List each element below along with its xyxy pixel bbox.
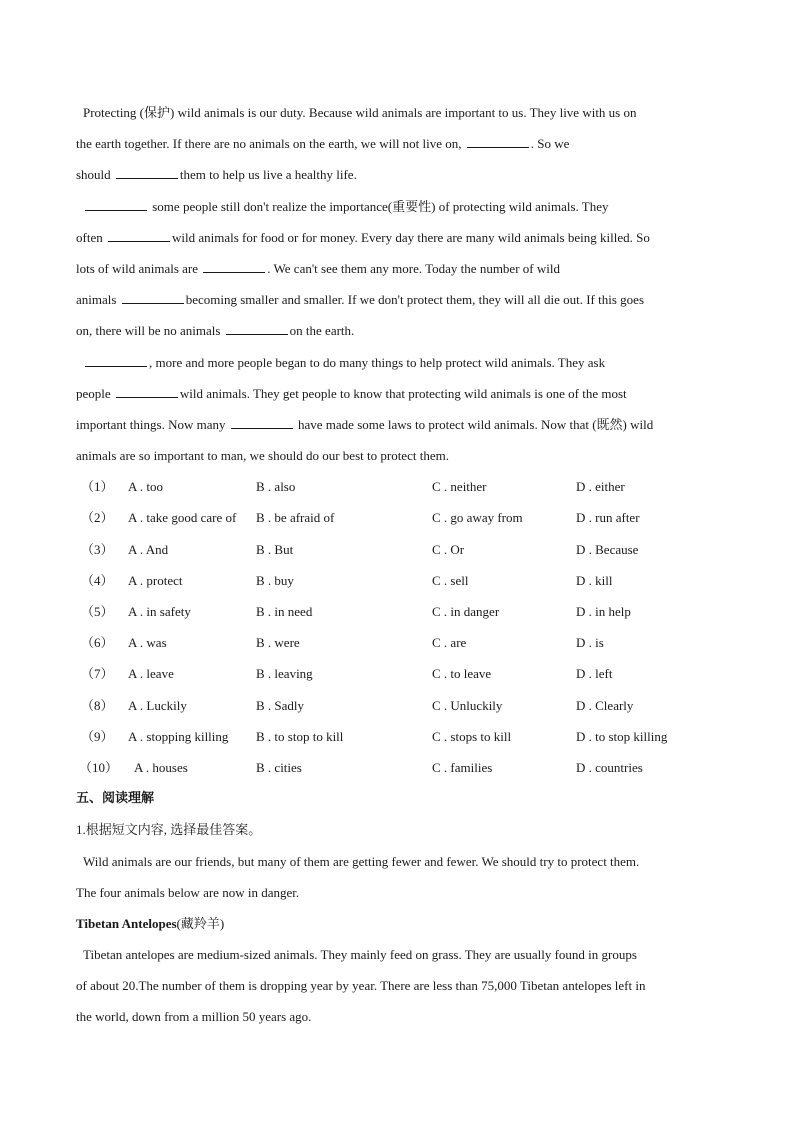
passage-line: [76, 409, 726, 440]
option-a[interactable]: A . was: [128, 635, 167, 651]
passage-text: often: [76, 229, 106, 245]
option-c[interactable]: C . are: [432, 635, 467, 651]
option-c[interactable]: C . neither: [432, 479, 487, 495]
option-c[interactable]: C . Or: [432, 541, 465, 557]
option-b[interactable]: B . were: [256, 635, 300, 651]
section-heading: 五、阅读理解: [76, 791, 155, 807]
question-number: （3）: [81, 541, 114, 557]
reading-subheading: [76, 908, 726, 939]
passage-text: wild animals for food or for money. Every day there are many wild animals being killed. So: [171, 229, 650, 245]
document-page: [76, 97, 726, 1033]
option-b[interactable]: B . cities: [256, 759, 302, 775]
passage-text: them to help us live a healthy life.: [179, 167, 357, 183]
passage-text: wild animals. They get people to know that protecting wild animals is one of the most: [179, 385, 627, 401]
option-row: [76, 721, 726, 752]
option-b[interactable]: B . Sadly: [256, 697, 305, 713]
passage-text: should: [76, 167, 114, 183]
passage-text: on, there will be no animals: [76, 323, 224, 339]
option-d[interactable]: D . left: [576, 666, 613, 682]
passage-line: [76, 128, 726, 159]
option-row: [76, 565, 726, 596]
passage-text: Protecting (保护) wild animals is our duty. Because wild animals are important to us. They live with us on: [83, 105, 637, 120]
passage-line: [76, 253, 726, 284]
option-c[interactable]: C . go away from: [432, 510, 523, 526]
option-d[interactable]: D . Because: [576, 541, 639, 557]
answer-blank[interactable]: [116, 165, 178, 179]
question-number: （9）: [81, 728, 114, 744]
reading-intro-line-2: The four animals below are now in danger.: [76, 884, 300, 900]
question-number: （4）: [81, 572, 114, 588]
option-row: [76, 502, 726, 533]
passage-text: animals are so important to man, we should do our best to protect them.: [76, 448, 449, 464]
question-number: （6）: [81, 635, 114, 651]
answer-blank[interactable]: [116, 384, 178, 398]
passage-line: [76, 284, 726, 315]
answer-blank[interactable]: [231, 415, 293, 429]
option-c[interactable]: C . stops to kill: [432, 728, 512, 744]
passage-line: [76, 378, 726, 409]
option-row: [76, 596, 726, 627]
answer-blank[interactable]: [85, 197, 147, 211]
option-a[interactable]: A . stopping killing: [128, 728, 229, 744]
passage-text: , more and more people began to do many things to help protect wild animals. They ask: [149, 354, 606, 370]
passage-line: [76, 315, 726, 346]
option-row: [76, 471, 726, 502]
reading-instruction: 1.根据短文内容, 选择最佳答案。: [76, 822, 262, 838]
option-c[interactable]: C . in danger: [432, 604, 500, 619]
option-b[interactable]: B . buy: [256, 572, 294, 588]
option-b[interactable]: B . also: [256, 479, 296, 495]
option-d[interactable]: D . countries: [576, 759, 643, 775]
option-row: [76, 534, 726, 565]
option-b[interactable]: B . leaving: [256, 666, 313, 682]
option-d[interactable]: D . in help: [576, 604, 631, 619]
option-row: [76, 658, 726, 689]
option-d[interactable]: D . run after: [576, 510, 640, 526]
passage-text: have made some laws to protect wild animals. Now that (既然) wild: [294, 416, 654, 432]
passage-line: [76, 159, 726, 190]
answer-blank[interactable]: [122, 290, 184, 304]
option-d[interactable]: D . Clearly: [576, 697, 634, 713]
option-a[interactable]: A . Luckily: [128, 697, 187, 713]
passage-line: [76, 97, 726, 128]
passage-text: on the earth.: [289, 323, 355, 339]
option-d[interactable]: D . either: [576, 479, 625, 495]
passage-text: lots of wild animals are: [76, 260, 202, 276]
option-b[interactable]: B . But: [256, 541, 294, 557]
option-c[interactable]: C . families: [432, 759, 493, 775]
passage-text: becoming smaller and smaller. If we don't protect them, they will all die out. If this goes: [185, 292, 645, 308]
subheading-english: Tibetan Antelopes: [76, 915, 177, 931]
question-number: （1）: [81, 479, 114, 495]
passage-text: people: [76, 385, 114, 401]
option-a[interactable]: A . take good care of: [128, 510, 237, 526]
passage-line: [76, 222, 726, 253]
option-b[interactable]: B . in need: [256, 604, 313, 619]
answer-blank[interactable]: [467, 134, 529, 148]
passage-text: . We can't see them any more. Today the number of wild: [267, 260, 560, 276]
option-c[interactable]: C . to leave: [432, 666, 492, 682]
passage-line: [76, 347, 726, 378]
option-c[interactable]: C . Unluckily: [432, 697, 503, 713]
passage-line: [76, 191, 726, 222]
passage-text: the earth together. If there are no animals on the earth, we will not live on,: [76, 136, 465, 152]
option-row: [76, 752, 726, 783]
passage-text: important things. Now many: [76, 416, 229, 432]
passage-text: some people still don't realize the importance(重要性) of protecting wild animals. They: [149, 198, 609, 214]
question-number: （2）: [81, 510, 114, 526]
option-d[interactable]: D . is: [576, 635, 604, 651]
option-a[interactable]: A . in safety: [128, 604, 191, 619]
passage-line: [76, 440, 726, 471]
option-c[interactable]: C . sell: [432, 572, 469, 588]
cloze-options: [76, 471, 726, 783]
option-d[interactable]: D . to stop killing: [576, 728, 668, 744]
option-row: [76, 690, 726, 721]
subheading-chinese: (藏羚羊): [176, 915, 225, 931]
option-a[interactable]: A . houses: [134, 759, 188, 775]
option-row: [76, 627, 726, 658]
option-d[interactable]: D . kill: [576, 572, 613, 588]
option-b[interactable]: B . to stop to kill: [256, 728, 344, 744]
option-a[interactable]: A . protect: [128, 572, 183, 588]
option-a[interactable]: A . too: [128, 479, 164, 495]
passage-text: animals: [76, 292, 120, 308]
passage-text: . So we: [530, 136, 570, 152]
reading-paragraph-line-3: the world, down from a million 50 years ago.: [76, 1009, 312, 1025]
option-a[interactable]: A . And: [128, 541, 169, 557]
cloze-passage: [76, 97, 726, 471]
option-a[interactable]: A . leave: [128, 666, 174, 682]
answer-blank[interactable]: [108, 228, 170, 242]
question-number: （7）: [81, 666, 114, 682]
question-number: （10）: [79, 759, 119, 775]
question-number: （8）: [81, 697, 114, 713]
answer-blank[interactable]: [226, 321, 288, 335]
answer-blank[interactable]: [203, 259, 265, 273]
option-b[interactable]: B . be afraid of: [256, 510, 335, 526]
reading-paragraph-line-2: of about 20.The number of them is dropping year by year. There are less than 75,000 Tibetan antelopes left in: [76, 978, 646, 994]
reading-paragraph-line-1: Tibetan antelopes are medium-sized animals. They mainly feed on grass. They are usually found in groups: [83, 947, 637, 963]
question-number: （5）: [81, 604, 114, 619]
answer-blank[interactable]: [85, 353, 147, 367]
reading-intro-line-1: Wild animals are our friends, but many of them are getting fewer and fewer. We should try to protect them.: [83, 853, 640, 869]
